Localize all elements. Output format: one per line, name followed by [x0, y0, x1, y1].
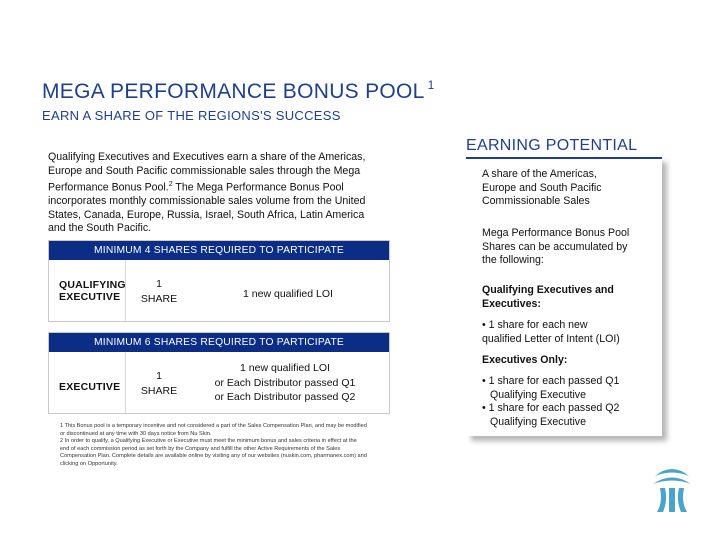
earning-potential-heading: EARNING POTENTIAL — [466, 137, 638, 154]
bullet-line: qualified Letter of Intent (LOI) — [482, 332, 620, 345]
intro-footnote-marker: 2 — [168, 181, 173, 188]
description-line: or Each Distributor passed Q2 — [214, 391, 356, 403]
share-count-number: 1 — [156, 278, 162, 290]
share-count-word: SHARE — [140, 293, 178, 305]
panel-divider — [125, 352, 126, 413]
description-line: 1 new qualified LOI — [240, 362, 330, 374]
earning-line: Mega Performance Bonus Pool — [482, 227, 630, 239]
intro-paragraph — [48, 151, 420, 236]
footnote-line: 1 This Bonus pool is a temporary incentive and not considered a part of the Sales Compensation Plan, and may be modified — [60, 423, 367, 429]
earning-line: Commissionable Sales — [482, 195, 590, 207]
earning-heading-line: Qualifying Executives and — [482, 284, 614, 296]
share-count-number: 1 — [156, 370, 162, 382]
footnote-line: or discontinued at any time with 30 days notice from Nu Skin. — [60, 430, 212, 437]
role-label-line: QUALIFYING — [59, 279, 126, 291]
bullet-line: • 1 share for each passed Q2 — [482, 402, 620, 414]
footnote-line: Compensation Plan. Complete details are available online by visiting any of our websites (nuskin.com, pharmanex.com) and — [60, 453, 367, 460]
role-label — [59, 279, 126, 303]
footnote-line: clicking on Opportunity. — [60, 460, 118, 467]
intro-line — [48, 178, 420, 195]
executives-only-bullets — [482, 375, 654, 429]
role-label-line: EXECUTIVE — [59, 291, 121, 303]
executive-panel — [48, 332, 390, 414]
intro-line: Europe and South Pacific commissionable sales through the Mega — [48, 164, 361, 177]
bullet-line: • 1 share for each new — [482, 319, 588, 331]
earning-accumulate-paragraph — [482, 227, 654, 268]
intro-line: Qualifying Executives and Executives earn a share of the Americas, — [48, 151, 366, 163]
earning-line: A share of the Americas, — [482, 168, 597, 180]
footnotes — [60, 423, 444, 469]
qualification-description: 1 new qualified LOI — [243, 288, 333, 300]
share-count — [129, 277, 189, 307]
share-count — [129, 369, 189, 399]
earning-intro-paragraph — [482, 168, 654, 209]
earning-heading-line: Executives: — [482, 297, 541, 310]
role-label: EXECUTIVE — [59, 381, 121, 393]
footnote-line: end of each commission period as set forth by the Company and fulfill the other Active Requirements of the Sales — [60, 445, 341, 452]
intro-line: States, Canada, Europe, Russia, Israel, South Africa, Latin America — [48, 208, 365, 221]
page-subtitle: EARN A SHARE OF THE REGIONS'S SUCCESS — [42, 108, 341, 123]
intro-line: incorporates monthly commissionable sales volume from the United — [48, 195, 366, 208]
executives-only-heading: Executives Only: — [482, 354, 568, 366]
intro-line-text: The Mega Performance Bonus Pool — [172, 181, 344, 194]
intro-line: and the South Pacific. — [48, 222, 152, 235]
bullet-line: Qualifying Executive — [490, 415, 586, 428]
share-count-word: SHARE — [140, 385, 178, 397]
description-line: or Each Distributor passed Q1 — [214, 376, 356, 389]
intro-line-text: Performance Bonus Pool. — [48, 181, 169, 194]
qualification-description — [195, 361, 375, 405]
panel-header-bar: MINIMUM 6 SHARES REQUIRED TO PARTICIPATE — [49, 333, 389, 352]
panel-header-bar: MINIMUM 4 SHARES REQUIRED TO PARTICIPATE — [49, 241, 389, 260]
earning-line: Europe and South Pacific — [482, 181, 602, 194]
footnote-line: 2 In order to qualify, a Qualifying Executive or Executive must meet the minimum bonus and sales criteria in effect at the — [60, 438, 357, 445]
qualifying-executives-bullet — [482, 319, 654, 346]
qualifying-executives-heading — [482, 284, 654, 311]
title-footnote-marker: 1 — [427, 78, 435, 92]
page-title-text: MEGA PERFORMANCE BONUS POOL — [42, 80, 425, 103]
page-title — [42, 80, 435, 104]
earning-line: Shares can be accumulated by — [482, 240, 628, 253]
bullet-line: • 1 share for each passed Q1 — [482, 375, 620, 387]
bullet-line: Qualifying Executive — [490, 388, 586, 401]
earning-line: the following: — [482, 254, 544, 266]
nu-skin-logo-icon — [651, 462, 693, 514]
qualifying-executive-panel — [48, 240, 390, 322]
